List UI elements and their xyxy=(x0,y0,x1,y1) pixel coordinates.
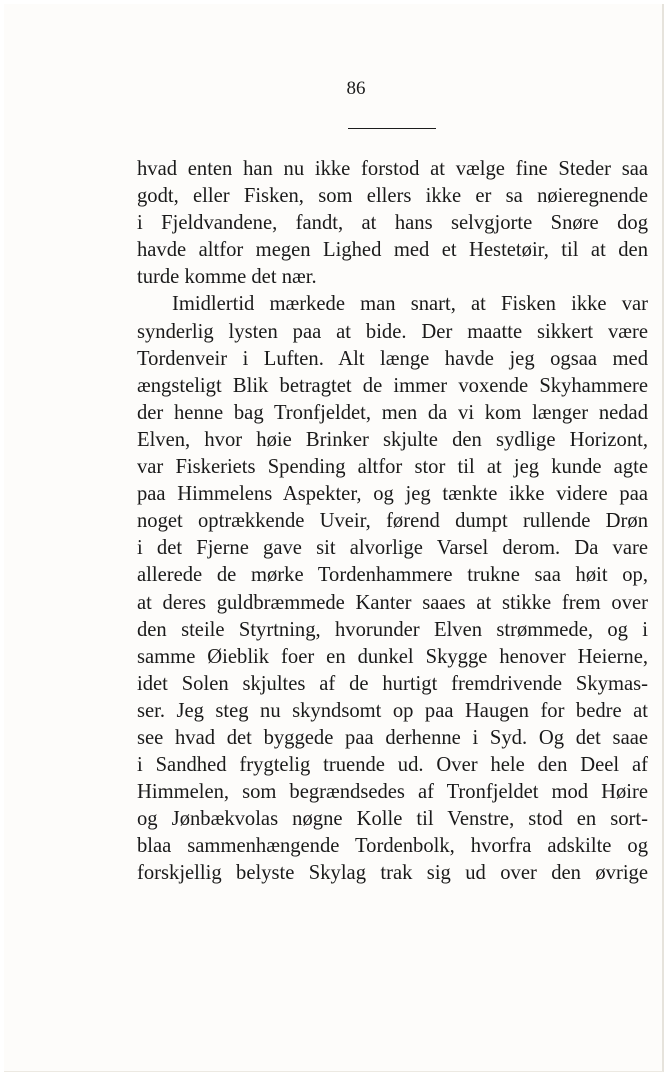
text-line: paa Himmelens Aspekter, og jeg tænkte ikke videre paa xyxy=(137,483,648,506)
text-line: see hvad det byggede paa derhenne i Syd. Og det saae xyxy=(137,726,648,749)
text-line: samme Øieblik foer en dunkel Skygge henover Heierne, xyxy=(137,645,648,668)
text-line: Tordenveir i Luften. Alt længe havde jeg ogsaa med xyxy=(137,347,648,370)
text-line: ser. Jeg steg nu skyndsomt op paa Haugen for bedre at xyxy=(137,699,648,722)
text-line: synderlig lysten paa at bide. Der maatte sikkert være xyxy=(137,320,648,343)
text-line: hvad enten han nu ikke forstod at vælge fine Steder saa xyxy=(137,158,648,180)
text-line: Himmelen, som begrændsedes af Tronfjeldet mod Høire xyxy=(137,781,648,804)
paragraph xyxy=(137,291,648,887)
text-line: forskjellig belyste Skylag trak sig ud over den øvrige xyxy=(137,862,648,885)
text-line: havde altfor megen Lighed med et Hestetøir, til at den xyxy=(137,239,648,262)
text-line: Elven, hvor høie Brinker skjulte den sydlige Horizont, xyxy=(137,428,648,451)
paragraph xyxy=(137,156,648,291)
text-line: Imidlertid mærkede man snart, at Fisken ikke var xyxy=(172,293,648,316)
page-number: 86 xyxy=(346,78,366,99)
header-rule xyxy=(348,128,436,129)
body-text xyxy=(137,156,648,888)
book-page xyxy=(4,4,664,1072)
text-line: i Sandhed frygtelig truende ud. Over hele den Deel af xyxy=(137,754,648,777)
text-line: var Fiskeriets Spending altfor stor til at jeg kunde agte xyxy=(137,456,648,479)
text-line: ængsteligt Blik betragtet de immer voxende Skyhammere xyxy=(137,374,648,397)
text-line: i det Fjerne gave sit alvorlige Varsel derom. Da vare xyxy=(137,537,648,560)
text-line: noget optrækkende Uveir, førend dumpt rullende Drøn xyxy=(137,510,648,533)
text-line: blaa sammenhængende Tordenbolk, hvorfra adskilte og xyxy=(137,835,648,858)
text-line: og Jønbækvolas nøgne Kolle til Venstre, stod en sort- xyxy=(137,808,648,831)
text-line: godt, eller Fisken, som ellers ikke er sa nøieregnende xyxy=(137,185,648,208)
text-line: der henne bag Tronfjeldet, men da vi kom længer nedad xyxy=(137,401,648,424)
text-line: den steile Styrtning, hvorunder Elven strømmede, og i xyxy=(137,618,648,641)
text-line: idet Solen skjultes af de hurtigt fremdrivende Skymas- xyxy=(137,672,648,695)
text-line: i Fjeldvandene, fandt, at hans selvgjorte Snøre dog xyxy=(137,212,648,235)
text-line: allerede de mørke Tordenhammere trukne saa høit op, xyxy=(137,564,648,587)
text-line: at deres guldbræmmede Kanter saaes at stikke frem over xyxy=(137,591,648,614)
text-line: turde komme det nær. xyxy=(137,266,317,289)
